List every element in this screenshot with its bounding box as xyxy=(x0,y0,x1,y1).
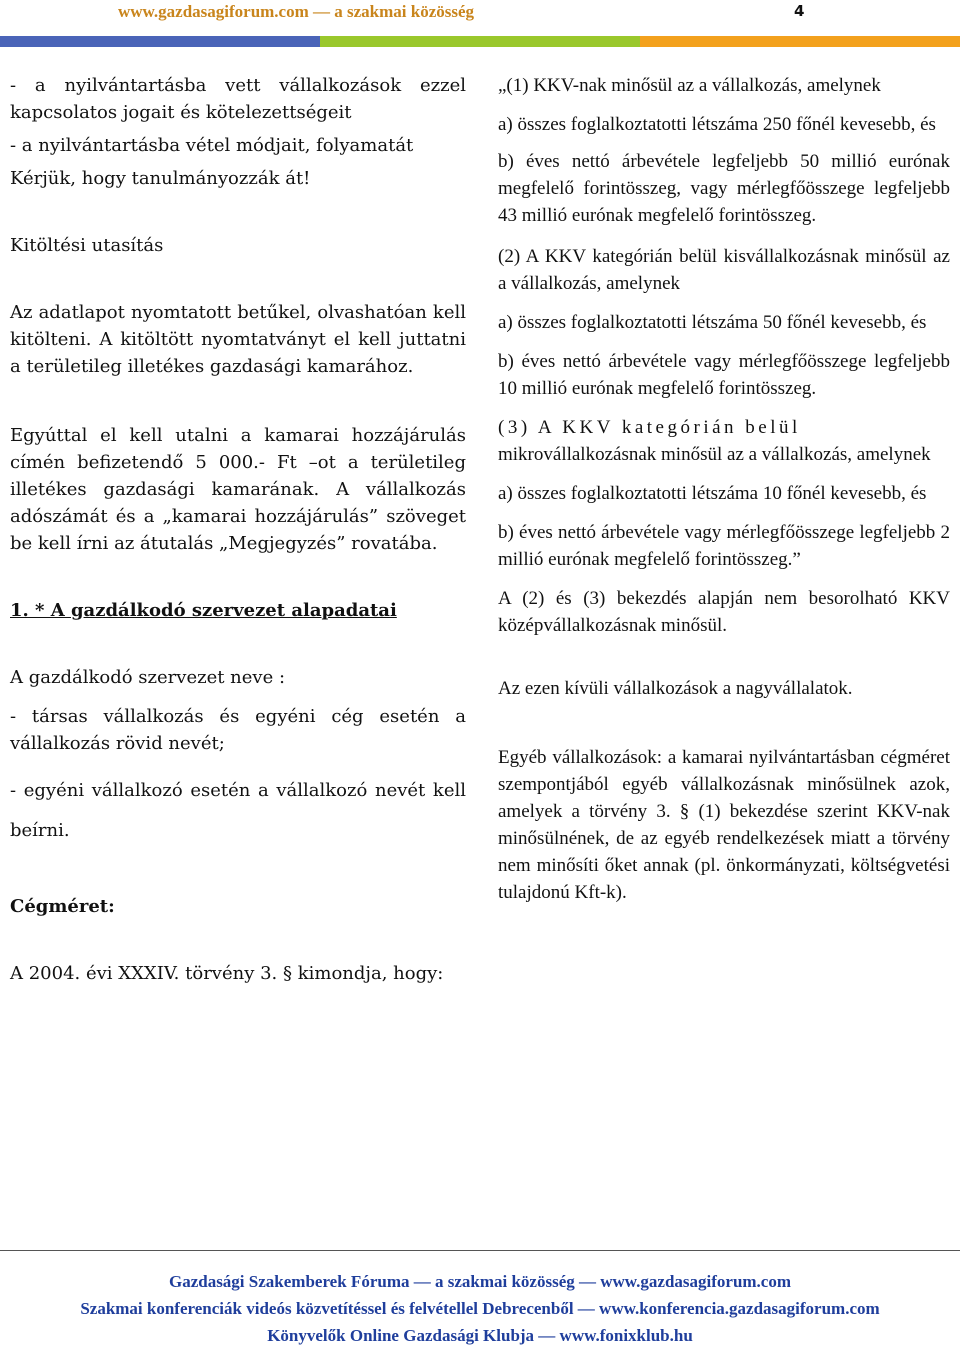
footer-line-1: Gazdasági Szakemberek Fóruma — a szakmai közösség — www.gazdasagiforum.com xyxy=(168,1272,792,1291)
header-bar-orange xyxy=(640,36,960,47)
paragraph: Kérjük, hogy tanulmányozzák át! xyxy=(10,168,311,189)
page-number: 4 xyxy=(794,2,805,20)
paragraph: „(1) KKV-nak minősül az a vállalkozás, amelynek xyxy=(498,75,881,96)
footer-line-3: Könyvelők Online Gazdasági Klubja — www.fonixklub.hu xyxy=(267,1326,693,1345)
footer-divider xyxy=(0,1250,960,1251)
header-bar-blue xyxy=(0,36,320,47)
page-header xyxy=(0,0,960,30)
right-column xyxy=(498,60,950,906)
paragraph: Az ezen kívüli vállalkozások a nagyvállalatok. xyxy=(498,678,853,699)
paragraph: - társas vállalkozás és egyéni cég esetén a vállalkozás rövid nevét; xyxy=(10,706,466,754)
paragraph: b) éves nettó árbevétele vagy mérlegfőösszege legfeljebb 2 millió eurónak megfelelő forintösszeg.” xyxy=(498,522,950,570)
paragraph: (2) A KKV kategórián belül kisvállalkozásnak minősül az a vállalkozás, amelynek xyxy=(498,246,950,294)
paragraph: A 2004. évi XXXIV. törvény 3. § kimondja, hogy: xyxy=(10,963,444,984)
footer-line-2: Szakmai konferenciák videós közvetítéssel és felvétellel Debrecenből — www.konferencia.gazdasagiforum.com xyxy=(80,1299,880,1318)
header-site: www.gazdasagiforum.com — a szakmai közösség xyxy=(118,2,475,21)
left-column xyxy=(10,60,466,987)
paragraph: - egyéni vállalkozó esetén a vállalkozó nevét kell beírni. xyxy=(10,780,466,841)
paragraph: Egyúttal el kell utalni a kamarai hozzájárulás címén befizetendő 5 000.- Ft –ot a területileg illetékes gazdasági kamarának. A vállalkozás adószámát és a „kamarai hozzájárulás” szöveget be kell írni az átutalás „Megjegyzés” rovatába. xyxy=(10,425,466,554)
paragraph-continued: mikrovállalkozásnak minősül az a vállalkozás, amelynek xyxy=(498,444,931,465)
paragraph: - a nyilvántartásba vétel módjait, folyamatát xyxy=(10,135,414,156)
paragraph: A (2) és (3) bekezdés alapján nem besorolható KKV középvállalkozásnak minősül. xyxy=(498,588,950,636)
paragraph: Egyéb vállalkozások: a kamarai nyilvántartásban cégméret szempontjából egyéb vállalkozásnak minősülnek azok, amelyek a törvény 3. § (1) bekezdése szerint KKV-nak minősülnének, de az egyéb rendelkezések miatt a törvény nem minősíti őket annak (pl. önkormányzati, költségvetési tulajdonú Kft-k). xyxy=(498,747,950,903)
paragraph: b) éves nettó árbevétele vagy mérlegfőösszege legfeljebb 10 millió eurónak megfelelő forintösszeg. xyxy=(498,351,950,399)
paragraph xyxy=(498,414,950,468)
paragraph: a) összes foglalkoztatotti létszáma 50 főnél kevesebb, és xyxy=(498,312,927,333)
paragraph: A gazdálkodó szervezet neve : xyxy=(10,667,286,688)
paragraph: Az adatlapot nyomtatott betűkel, olvashatóan kell kitölteni. A kitöltött nyomtatványt el kell juttatni a területileg illetékes gazdasági kamarához. xyxy=(10,302,466,377)
section-title: 1. * A gazdálkodó szervezet alapadatai xyxy=(10,600,397,621)
header-bar-green xyxy=(320,36,640,47)
paragraph-spaced: (3) A KKV kategórián belül xyxy=(498,417,801,438)
paragraph: a) összes foglalkoztatotti létszáma 10 főnél kevesebb, és xyxy=(498,483,927,504)
heading-company-size: Cégméret: xyxy=(10,896,115,917)
paragraph: a) összes foglalkoztatotti létszáma 250 főnél kevesebb, és xyxy=(498,114,936,135)
paragraph: - a nyilvántartásba vett vállalkozások ezzel kapcsolatos jogait és kötelezettségeit xyxy=(10,75,466,123)
heading-instructions: Kitöltési utasítás xyxy=(10,235,164,256)
paragraph: b) éves nettó árbevétele legfeljebb 50 millió eurónak megfelelő forintösszeg, vagy mérlegfőösszege legfeljebb 43 millió eurónak megfelelő forintösszeg. xyxy=(498,151,950,226)
